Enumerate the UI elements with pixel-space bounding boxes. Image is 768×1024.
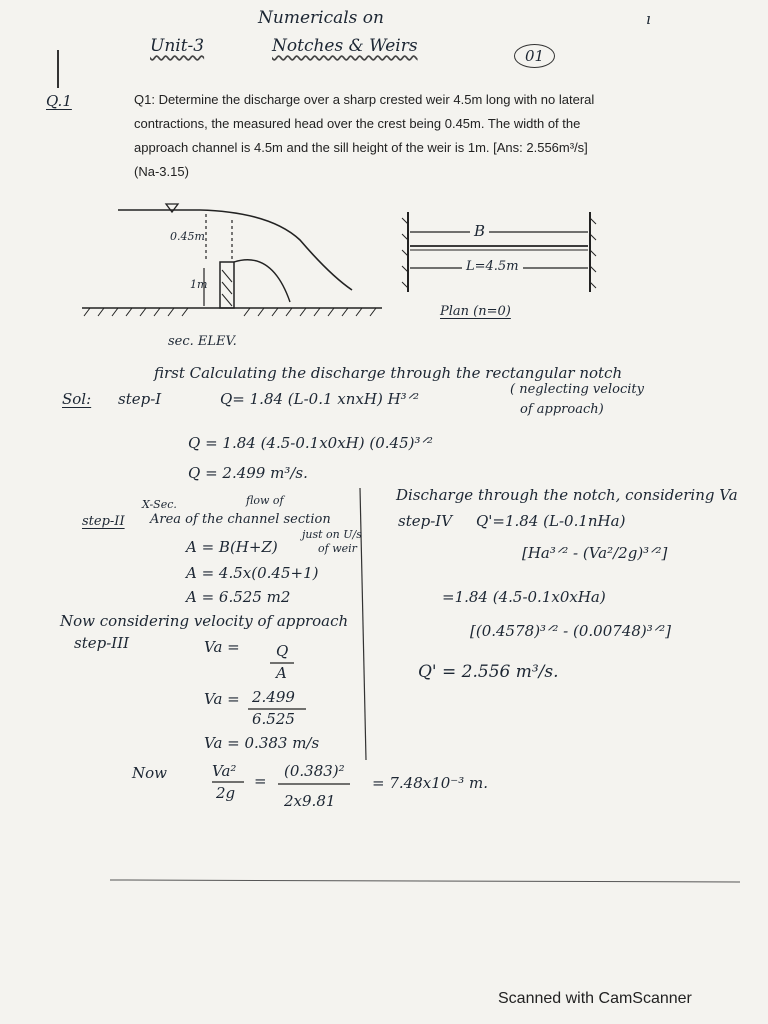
step2-label: step-II [82,514,125,529]
solution-label: Sol: [62,390,92,408]
title-line2: Notches & Weirs [272,36,418,56]
step2-flowof: flow of [246,494,284,507]
step2-description: Area of the channel section [150,512,331,527]
step3-va2-denominator: 6.525 [252,710,295,728]
separator-rule [110,880,740,882]
now-mid-denominator: 2x9.81 [284,792,336,810]
step4-result: Q' = 2.556 m³/s. [418,662,559,682]
step3-va-result: Va = 0.383 m/s [204,734,320,752]
step2-eq3: A = 6.525 m2 [186,588,291,606]
water-surface-line [118,210,352,290]
now-label: Now [132,764,167,782]
question-line3: approach channel is 4.5m and the sill height of the weir is 1m. [Ans: 2.556m³/s] [134,140,588,155]
step4-label: step-IV [398,512,453,530]
plan-l-label: L=4.5m [462,259,523,274]
weir-plate [220,262,234,308]
step3-va2-lhs: Va = [204,690,240,708]
page-number: 01 [514,44,555,68]
now-equals: = [254,772,267,790]
plan-b-label: B [470,222,489,240]
head-label: 0.45m [170,230,205,243]
step1-note-b: of approach) [520,402,604,417]
unit-label: Unit-3 [150,36,205,56]
question-number: Q.1 [46,92,72,110]
margin-mark: ı [646,10,651,28]
step4-bracket: [Ha³ᐟ² - (Va²/2g)³ᐟ²] [522,544,668,562]
now-mid-numerator: (0.383)² [284,762,345,780]
step2-xsec: X-Sec. [142,498,177,511]
step3-label: step-III [74,634,130,652]
nappe-curve [234,260,290,302]
elevation-caption: sec. ELEV. [168,334,237,349]
question-line1: Q1: Determine the discharge over a sharp crested weir 4.5m long with no lateral [134,92,595,107]
step2-eq1: A = B(H+Z) [186,538,278,556]
step3-intro: Now considering velocity of approach [60,612,349,630]
step1-label: step-I [118,390,162,408]
plan-caption: Plan (n=0) [440,304,511,319]
now-lhs-denominator: 2g [216,784,236,802]
step1-equation: Q= 1.84 (L-0.1 xnxH) H³ᐟ² [220,390,420,408]
now-result: = 7.48x10⁻³ m. [372,774,488,792]
step2-of-weir: of weir [318,542,357,555]
step4-substitution1: =1.84 (4.5-0.1x0xHa) [442,588,606,606]
solution-intro: first Calculating the discharge through the rectangular notch [154,364,623,382]
title-line1: Numericals on [258,8,384,28]
scanner-watermark: Scanned with CamScanner [498,990,692,1007]
step3-va-lhs: Va = [204,638,240,656]
step1-substitution: Q = 1.84 (4.5-0.1x0xH) (0.45)³ᐟ² [188,434,433,452]
step4-substitution2: [(0.4578)³ᐟ² - (0.00748)³ᐟ²] [470,622,671,640]
step1-result: Q = 2.499 m³/s. [188,464,308,482]
step2-just-us: just on U/s [302,528,362,541]
step3-va-denominator: A [276,664,287,682]
now-lhs-numerator: Va² [212,762,237,780]
sill-label: 1m [190,278,208,291]
step3-va-numerator: Q [276,642,289,660]
step2-eq2: A = 4.5x(0.45+1) [186,564,319,582]
step1-note-a: ( neglecting velocity [510,382,644,397]
question-line2: contractions, the measured head over the crest being 0.45m. The width of the [134,116,581,131]
question-line4: (Na-3.15) [134,164,189,179]
step3-va2-numerator: 2.499 [252,688,295,706]
step4-equation: Q'=1.84 (L-0.1nHa) [476,512,626,530]
step4-intro: Discharge through the notch, considering Va [396,486,738,504]
